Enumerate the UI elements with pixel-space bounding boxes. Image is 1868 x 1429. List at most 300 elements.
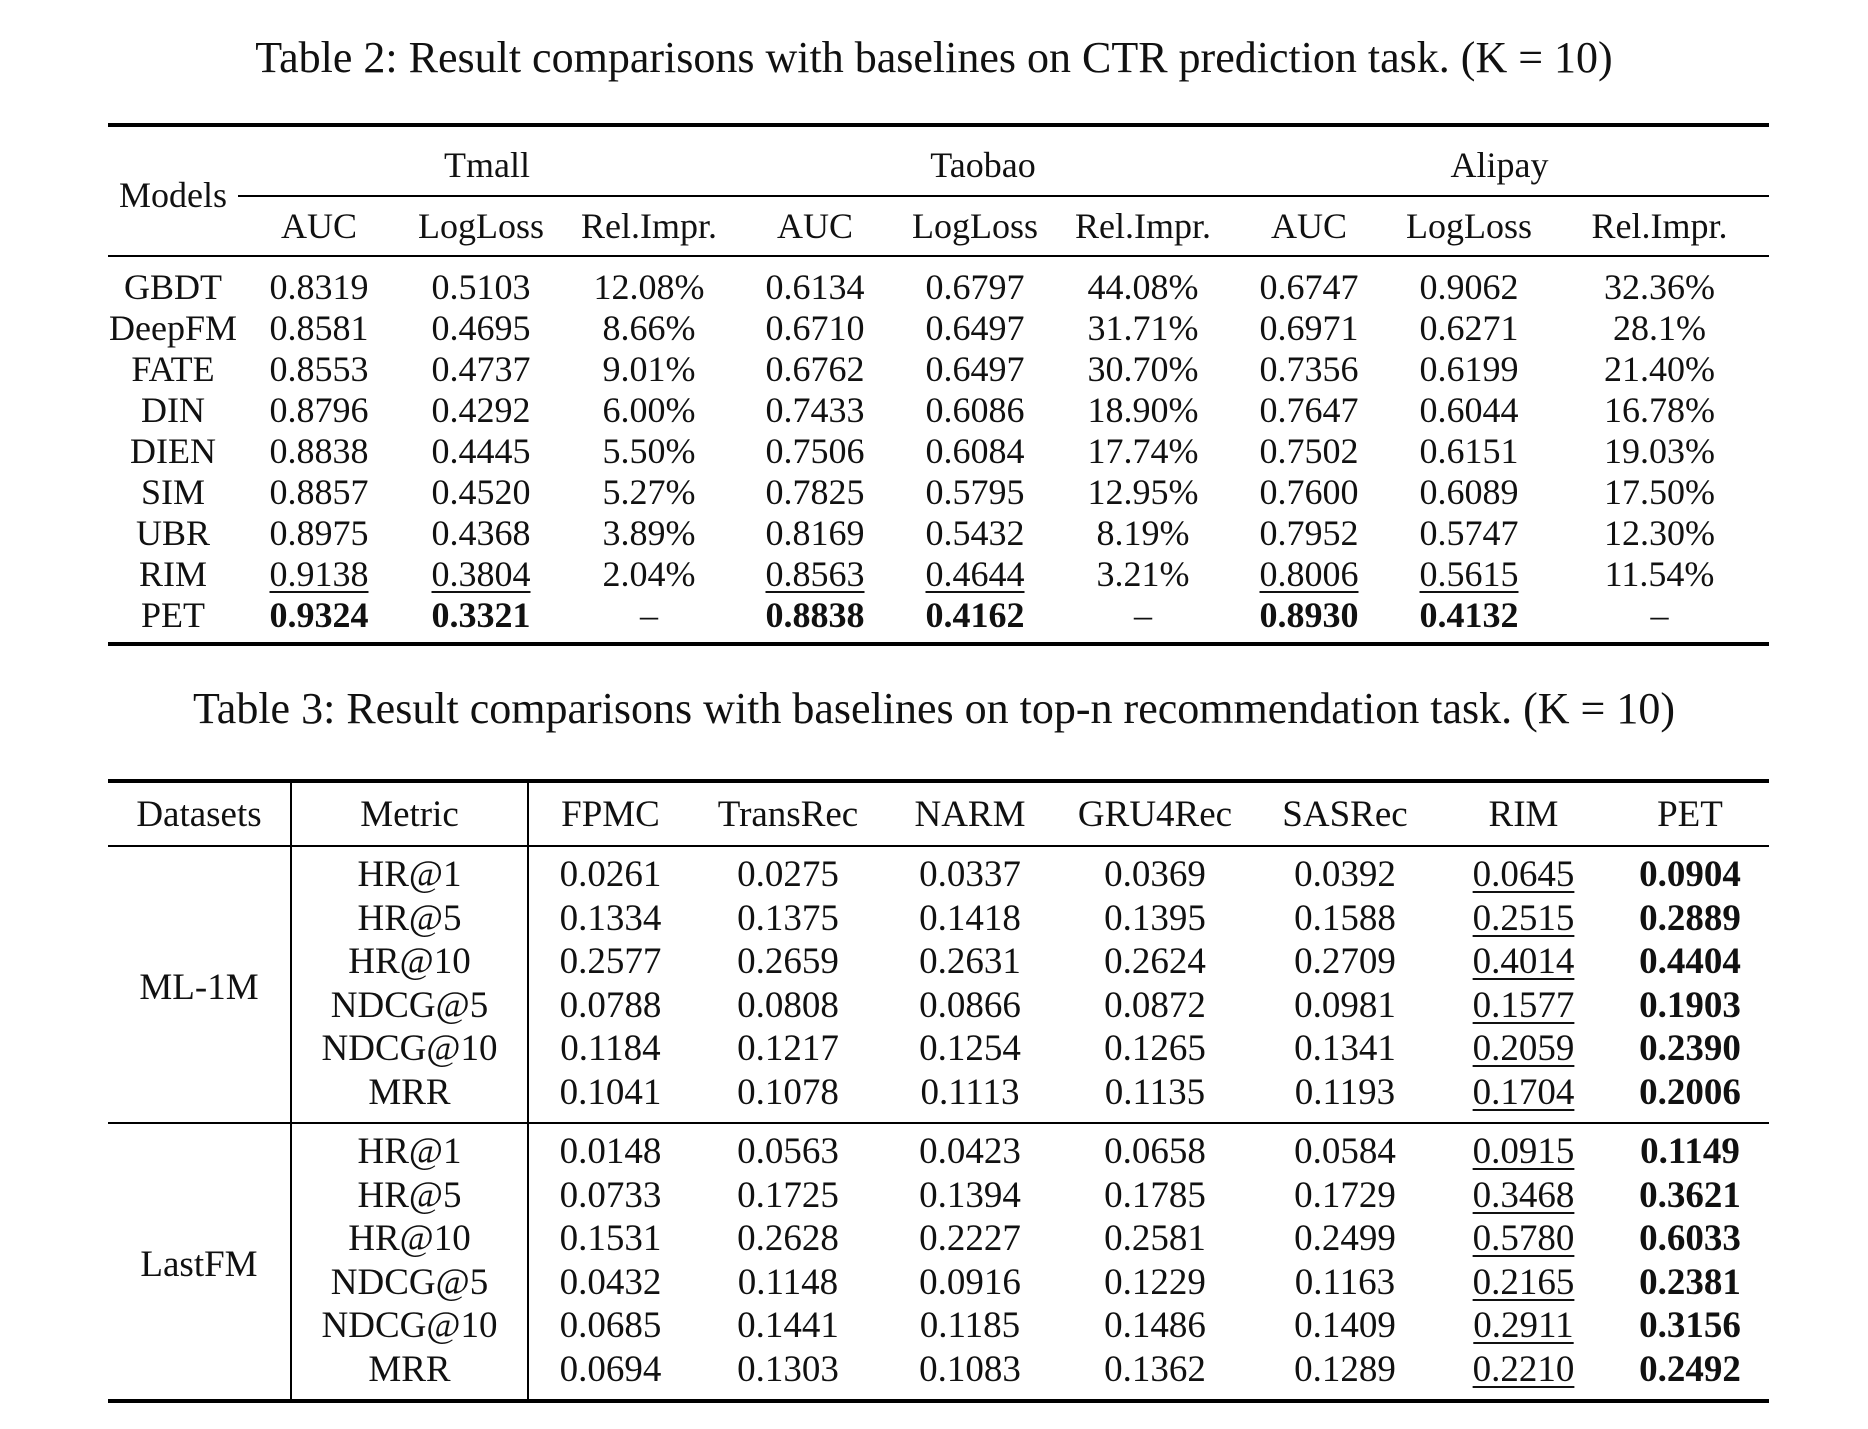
metric-name: HR@1 [291,846,528,897]
dataset-name: LastFM [108,1123,291,1401]
metric-cell [1388,513,1550,554]
score-cell [528,940,692,984]
score-cell [1436,940,1611,984]
metric-value: 0.8319 [269,267,369,307]
score-value: 0.2628 [737,1218,839,1259]
metric-value: 0.8006 [1259,554,1359,594]
score-cell [884,940,1056,984]
score-value: 0.0694 [559,1348,662,1390]
metric-cell [1388,431,1550,472]
metric-cell [400,513,562,554]
score-value: 0.1254 [919,1028,1021,1069]
score-value: 0.1303 [737,1348,839,1390]
score-cell [692,1261,884,1305]
score-value: 0.1704 [1472,1071,1575,1113]
model-name: DIEN [130,431,216,471]
metric-value: 0.8838 [269,431,369,471]
model-name: DIN [141,390,205,430]
score-cell [1436,1027,1611,1071]
metric-cell [238,472,400,513]
score-cell [884,1217,1056,1261]
metric-cell [894,256,1056,308]
model-name: GBDT [124,267,222,307]
metric-cell [562,595,736,644]
metric-cell [894,390,1056,431]
metric-cell [1230,431,1388,472]
score-value: 0.1265 [1104,1028,1206,1069]
metric-cell [894,431,1056,472]
metric-cell [1388,256,1550,308]
score-value: 0.2515 [1472,897,1575,939]
score-value: 0.1577 [1472,984,1575,1026]
score-cell [528,984,692,1028]
score-cell [692,1123,884,1174]
table-row [108,431,1769,472]
score-cell [884,1123,1056,1174]
metric-name: NDCG@10 [291,1304,528,1348]
score-value: 0.1409 [1294,1305,1396,1346]
metric-value: 0.8975 [269,513,369,553]
metric-cell [1056,256,1230,308]
metric-value: 0.8857 [269,472,369,512]
score-cell [1254,940,1436,984]
score-cell [1436,984,1611,1028]
metric-name: HR@5 [291,897,528,941]
score-cell [1436,1217,1611,1261]
score-cell [1056,1348,1254,1402]
metric-cell [1388,472,1550,513]
score-value: 0.1289 [1294,1348,1396,1390]
score-value: 0.2381 [1639,1261,1741,1303]
score-value: 0.0685 [559,1305,662,1346]
subheader-rel-impr: Rel.Impr. [1056,196,1230,256]
score-value: 0.1149 [1640,1131,1740,1172]
score-value: 0.6033 [1639,1218,1741,1259]
score-value: 0.2227 [919,1218,1021,1259]
metric-value: 0.4132 [1419,595,1519,635]
metric-cell [1550,554,1769,595]
score-cell [1056,1123,1254,1174]
metric-value: 0.3321 [431,595,531,635]
group-header-alipay: Alipay [1230,125,1769,196]
metric-value: 0.7433 [765,390,865,430]
score-cell [1611,1123,1769,1174]
score-value: 0.0584 [1294,1131,1396,1172]
metric-value: 0.4695 [431,308,531,348]
score-value: 0.1229 [1104,1261,1206,1303]
score-value: 0.1362 [1104,1348,1206,1390]
metric-value: 0.7506 [765,431,865,471]
score-value: 0.1729 [1294,1174,1396,1216]
metric-cell [1550,513,1769,554]
metric-value: 5.50% [602,431,696,471]
metric-value: 21.40% [1604,349,1715,389]
metric-cell [894,349,1056,390]
metric-cell [238,349,400,390]
header-narm: NARM [884,781,1056,846]
metric-value: 12.95% [1087,472,1199,512]
score-value: 0.2492 [1639,1348,1741,1390]
score-cell [1056,1217,1254,1261]
metric-value: 12.30% [1604,513,1715,553]
score-cell [1436,1174,1611,1218]
score-cell [1254,1261,1436,1305]
dataset-name: ML-1M [108,846,291,1123]
metric-value: 17.50% [1604,472,1715,512]
metric-value: 0.6497 [925,308,1025,348]
metric-value: 0.6044 [1419,390,1519,430]
metric-cell [1388,349,1550,390]
metric-value: 0.6747 [1259,267,1359,307]
metric-cell [562,390,736,431]
table-row [108,1348,1769,1402]
metric-value: 0.5432 [925,513,1025,553]
header-rim: RIM [1436,781,1611,846]
score-value: 0.0733 [559,1174,662,1216]
score-cell [1611,1217,1769,1261]
table-row [108,846,1769,897]
metric-value: 0.7502 [1259,431,1359,471]
score-value: 0.2631 [919,941,1021,982]
table-row [108,1123,1769,1174]
metric-name: NDCG@5 [291,984,528,1028]
metric-value: 0.9324 [269,595,369,635]
metric-cell [1550,308,1769,349]
score-value: 0.1341 [1294,1028,1396,1069]
score-value: 0.2624 [1104,941,1206,982]
metric-name: HR@10 [291,1217,528,1261]
metric-value: 2.04% [602,554,696,594]
score-cell [692,1027,884,1071]
score-cell [692,1304,884,1348]
score-cell [1611,1261,1769,1305]
subheader-logloss: LogLoss [894,196,1056,256]
metric-cell [400,431,562,472]
score-cell [528,1071,692,1124]
table2-caption: Table 2: Result comparisons with baselines on CTR prediction task. (K = 10) [255,33,1613,82]
table-row [108,1174,1769,1218]
metric-value: 0.6086 [925,390,1025,430]
table-row [108,595,1769,644]
header-sasrec: SASRec [1254,781,1436,846]
table-row [108,1217,1769,1261]
score-cell [1254,1174,1436,1218]
metric-value: 19.03% [1604,431,1715,471]
score-cell [1254,846,1436,897]
metric-cell [562,431,736,472]
score-value: 0.1217 [737,1028,839,1069]
score-cell [528,1123,692,1174]
topn-results-table [108,779,1769,1403]
score-cell [528,846,692,897]
metric-value: 0.6797 [925,267,1025,307]
metric-value: 8.19% [1096,513,1190,553]
score-cell [1056,984,1254,1028]
subheader-auc: AUC [238,196,400,256]
metric-value: 0.4445 [431,431,531,471]
score-cell [884,1027,1056,1071]
score-cell [692,940,884,984]
score-cell [1611,1027,1769,1071]
score-cell [1254,1348,1436,1402]
metric-value: 31.71% [1087,308,1199,348]
score-value: 0.2006 [1639,1071,1741,1113]
metric-cell [1056,308,1230,349]
score-cell [1254,897,1436,941]
score-value: 0.1148 [737,1261,839,1303]
metric-value: 0.7647 [1259,390,1359,430]
header-transrec: TransRec [692,781,884,846]
score-value: 0.0148 [559,1131,662,1172]
metric-value: 0.5747 [1419,513,1519,553]
models-header: Models [108,125,238,256]
metric-cell [736,513,894,554]
metric-cell [400,595,562,644]
score-value: 0.0981 [1294,984,1396,1026]
metric-name: NDCG@10 [291,1027,528,1071]
metric-value: 0.8563 [765,554,865,594]
metric-value: 0.6971 [1259,308,1359,348]
metric-name: HR@5 [291,1174,528,1218]
score-value: 0.2889 [1639,897,1741,939]
metric-cell [894,554,1056,595]
metric-cell [1056,349,1230,390]
metric-cell [736,595,894,644]
score-value: 0.1903 [1639,984,1741,1026]
table-row [108,256,1769,308]
score-value: 0.2499 [1294,1218,1396,1259]
score-value: 0.1486 [1104,1305,1206,1346]
metric-name: MRR [291,1071,528,1124]
score-cell [1056,1174,1254,1218]
subheader-rel-impr: Rel.Impr. [562,196,736,256]
score-cell [884,1071,1056,1124]
metric-cell [238,256,400,308]
score-cell [1056,897,1254,941]
score-cell [884,1174,1056,1218]
score-value: 0.4014 [1472,941,1575,982]
score-cell [1436,897,1611,941]
metric-cell [562,308,736,349]
metric-value: 44.08% [1087,267,1199,307]
metric-value: 0.6710 [765,308,865,348]
score-value: 0.1785 [1104,1174,1206,1216]
score-cell [884,984,1056,1028]
metric-value: 0.7356 [1259,349,1359,389]
score-value: 0.1441 [737,1305,839,1346]
metric-cell [238,513,400,554]
score-cell [1611,1071,1769,1124]
score-value: 0.0788 [559,984,662,1026]
model-name: DeepFM [109,308,237,348]
metric-value: 0.6497 [925,349,1025,389]
metric-cell [400,554,562,595]
metric-value: 28.1% [1613,308,1706,348]
metric-cell [238,308,400,349]
score-value: 0.0645 [1472,854,1575,895]
header-pet: PET [1611,781,1769,846]
score-cell [528,1304,692,1348]
metric-value: 16.78% [1604,390,1715,430]
metric-cell [562,349,736,390]
header-fpmc: FPMC [528,781,692,846]
score-value: 0.0369 [1104,854,1206,895]
table-row [108,472,1769,513]
metric-cell [1230,472,1388,513]
score-cell [692,897,884,941]
metric-value: 11.54% [1604,554,1715,594]
metric-cell [1056,595,1230,644]
score-value: 0.1193 [1294,1071,1396,1113]
score-value: 0.1395 [1104,897,1206,939]
table-row [108,390,1769,431]
metric-value: 0.4292 [431,390,531,430]
score-value: 0.1083 [919,1348,1021,1390]
score-cell [884,1304,1056,1348]
metric-cell [1230,390,1388,431]
score-value: 0.1185 [919,1305,1021,1346]
score-value: 0.0563 [737,1131,839,1172]
metric-cell [1230,256,1388,308]
score-value: 0.1588 [1294,897,1396,939]
metric-value: 0.4520 [431,472,531,512]
metric-value: 6.00% [602,390,696,430]
score-cell [692,984,884,1028]
score-value: 0.1135 [1104,1071,1206,1113]
table-row [108,984,1769,1028]
table-row [108,1071,1769,1124]
score-value: 0.0261 [559,854,662,895]
score-cell [1611,940,1769,984]
metric-value: 0.4368 [431,513,531,553]
score-value: 0.1418 [919,897,1021,939]
metric-cell [1056,431,1230,472]
metric-cell [1550,472,1769,513]
metric-value: 0.6084 [925,431,1025,471]
score-value: 0.2577 [559,941,662,982]
metric-value: 0.8930 [1259,595,1359,635]
metric-value: 30.70% [1087,349,1199,389]
metric-value: 0.5615 [1419,554,1519,594]
score-cell [692,1071,884,1124]
model-name: FATE [131,349,215,389]
table3-caption: Table 3: Result comparisons with baselines on top-n recommendation task. (K = 10) [193,684,1675,733]
score-value: 0.3621 [1639,1174,1741,1216]
score-cell [528,1217,692,1261]
score-value: 0.5780 [1472,1218,1575,1259]
score-value: 0.0915 [1472,1131,1575,1172]
metric-cell [562,554,736,595]
score-value: 0.1041 [559,1071,662,1113]
score-cell [884,1348,1056,1402]
metric-cell [1550,256,1769,308]
table-row [108,1304,1769,1348]
metric-cell [400,308,562,349]
metric-name: MRR [291,1348,528,1402]
metric-cell [400,390,562,431]
score-value: 0.2581 [1104,1218,1206,1259]
score-cell [1056,1027,1254,1071]
metric-value: 0.5795 [925,472,1025,512]
metric-cell [1230,349,1388,390]
score-cell [1436,1123,1611,1174]
table-row [108,897,1769,941]
metric-cell [736,554,894,595]
table-row [108,349,1769,390]
score-value: 0.1531 [559,1218,662,1259]
table-row [108,1027,1769,1071]
metric-value: 0.5103 [431,267,531,307]
metric-cell [1550,390,1769,431]
table-row [108,940,1769,984]
metric-cell [1388,308,1550,349]
score-cell [1056,1261,1254,1305]
score-value: 0.2911 [1473,1305,1574,1346]
table-row [108,1261,1769,1305]
metric-value: 0.6134 [765,267,865,307]
score-value: 0.0275 [737,854,839,895]
score-cell [1254,1071,1436,1124]
metric-cell [736,390,894,431]
table-row [108,554,1769,595]
metric-cell [1230,595,1388,644]
score-cell [692,846,884,897]
score-cell [692,1217,884,1261]
metric-value: 0.4644 [925,554,1025,594]
score-value: 0.1375 [737,897,839,939]
score-value: 0.2709 [1294,941,1396,982]
score-cell [1611,1174,1769,1218]
metric-cell [1388,595,1550,644]
metric-value: 0.6762 [765,349,865,389]
metric-value: 12.08% [593,267,705,307]
score-cell [692,1174,884,1218]
score-cell [1611,1304,1769,1348]
metric-value: 0.7825 [765,472,865,512]
score-cell [528,1261,692,1305]
metric-cell [736,349,894,390]
metric-cell [1550,431,1769,472]
score-value: 0.1113 [920,1071,1020,1113]
header-datasets: Datasets [108,781,291,846]
score-value: 0.0916 [919,1261,1021,1303]
metric-value: 0.4162 [925,595,1025,635]
score-cell [528,1174,692,1218]
metric-value: 0.3804 [431,554,531,594]
metric-cell [238,390,400,431]
score-cell [1436,1348,1611,1402]
score-cell [528,1348,692,1402]
metric-value: 0.8553 [269,349,369,389]
metric-cell [1388,390,1550,431]
metric-value: 0.4737 [431,349,531,389]
score-cell [1056,846,1254,897]
metric-cell [894,472,1056,513]
metric-value: 0.9062 [1419,267,1519,307]
subheader-rel-impr: Rel.Impr. [1550,196,1769,256]
score-value: 0.0337 [919,854,1021,895]
metric-value: – [1650,595,1669,635]
score-cell [1254,984,1436,1028]
score-value: 0.2659 [737,941,839,982]
score-value: 0.2390 [1639,1028,1741,1069]
score-value: 0.0872 [1104,984,1206,1026]
score-value: 0.2059 [1472,1028,1575,1069]
score-value: 0.0904 [1639,854,1741,895]
score-value: 0.0423 [919,1131,1021,1172]
metric-cell [736,256,894,308]
metric-cell [1550,349,1769,390]
